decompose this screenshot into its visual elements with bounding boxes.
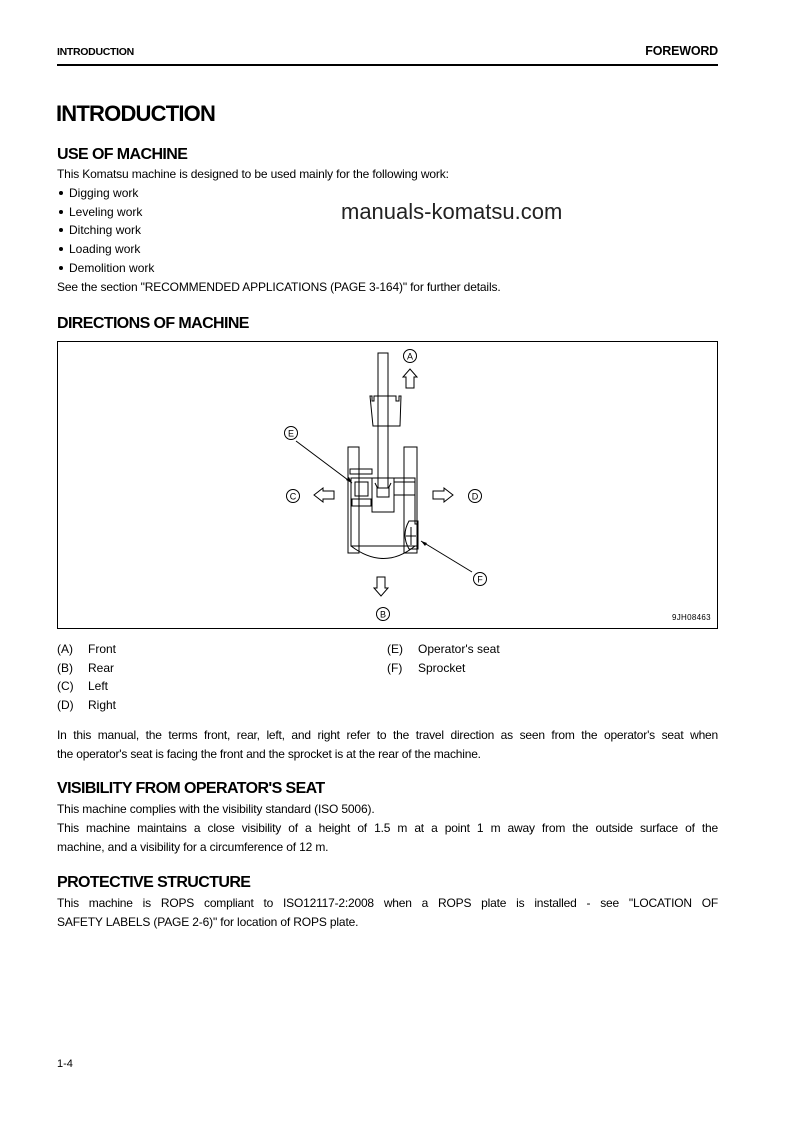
running-header-section: INTRODUCTION [57,46,134,58]
callout-f: F [477,574,483,585]
bullet-icon [59,191,63,195]
legend-label-e: Operator's seat [418,642,500,656]
section-title-use-of-machine: USE OF MACHINE [57,146,188,163]
machine-directions-figure [57,341,718,629]
visibility-line1: This machine complies with the visibility standard (ISO 5006). [57,802,375,816]
section-title-visibility: VISIBILITY FROM OPERATOR'S SEAT [57,780,325,797]
directions-note-line1: In this manual, the terms front, rear, left, and right refer to the travel direction as seen from the operator's seat when [57,728,718,742]
legend-label-c: Left [88,679,109,693]
legend-key-b: (B) [57,661,73,675]
visibility-line2: This machine maintains a close visibility of a height of 1.5 m at a point 1 m away from the outside surface of the [57,821,718,835]
watermark: manuals-komatsu.com [341,199,563,224]
use-intro-text: This Komatsu machine is designed to be used mainly for the following work: [57,167,449,181]
legend-label-f: Sprocket [418,661,466,675]
protective-line1: This machine is ROPS compliant to ISO12117-2:2008 when a ROPS plate is installed - see "LOCATION OF [57,896,718,910]
callout-b: B [379,609,387,620]
see-also-text: See the section "RECOMMENDED APPLICATIONS (PAGE 3-164)" for further details. [57,280,501,294]
section-title-directions: DIRECTIONS OF MACHINE [57,315,249,332]
list-item: Demolition work [59,261,154,275]
page-number: 1-4 [57,1058,73,1070]
legend-key-a: (A) [57,642,73,656]
bullet-icon [59,247,63,251]
legend-key-d: (D) [57,698,74,712]
page-title: INTRODUCTION [56,101,216,126]
callout-c: C [289,491,297,502]
directions-note-line2: the operator's seat is facing the front and the sprocket is at the rear of the machine. [57,747,481,761]
header-rule [57,64,718,66]
callout-a: A [406,351,414,362]
legend-label-d: Right [88,698,117,712]
excavator-top-view-diagram [58,342,716,627]
bullet-icon [59,266,63,270]
list-item: Ditching work [59,223,141,237]
protective-line2: SAFETY LABELS (PAGE 2-6)" for location of ROPS plate. [57,915,359,929]
section-title-protective-structure: PROTECTIVE STRUCTURE [57,874,251,891]
legend-label-b: Rear [88,661,115,675]
legend-key-c: (C) [57,679,74,693]
bullet-icon [59,210,63,214]
figure-code: 9JH08463 [672,613,711,622]
list-item: Digging work [59,186,138,200]
legend-label-a: Front [88,642,117,656]
running-header-chapter: FOREWORD [645,44,718,58]
legend-key-f: (F) [387,661,403,675]
callout-e: E [287,428,295,439]
list-item: Loading work [59,242,140,256]
bullet-icon [59,228,63,232]
callout-d: D [471,491,479,502]
visibility-line3: machine, and a visibility for a circumference of 12 m. [57,840,329,854]
list-item: Leveling work [59,205,142,219]
legend-key-e: (E) [387,642,403,656]
